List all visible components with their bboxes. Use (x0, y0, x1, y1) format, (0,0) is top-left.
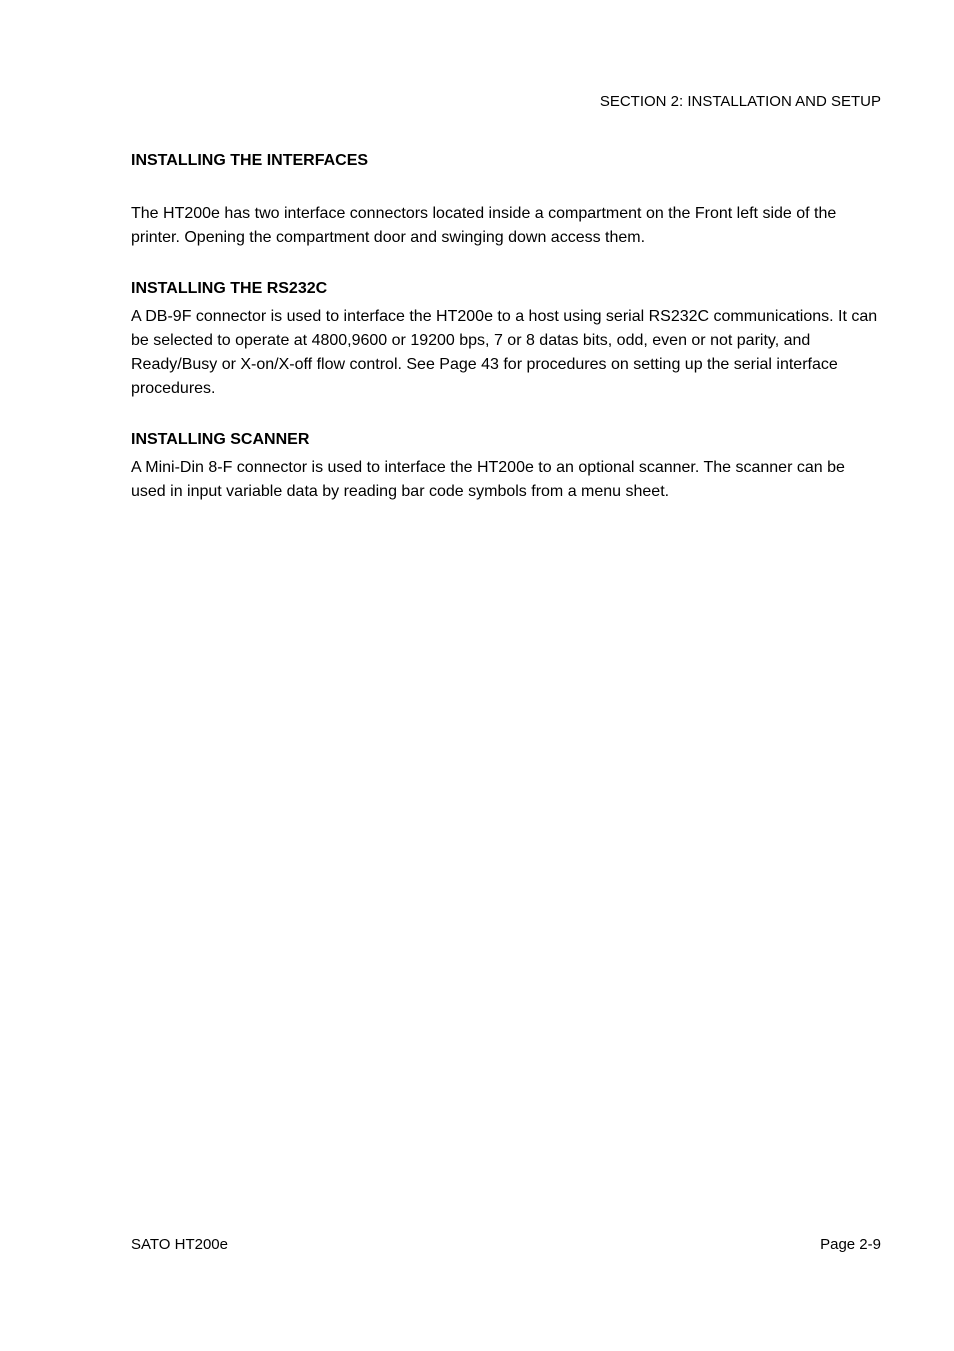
footer-product: SATO HT200e (131, 1236, 228, 1253)
section-body-scanner: A Mini-Din 8-F connector is used to interface the HT200e to an optional scanner. The scanner can be used in input variable data by reading bar code symbols from a menu sheet. (131, 459, 845, 500)
section-heading-interfaces: INSTALLING THE INTERFACES (131, 152, 369, 169)
footer-page-number: Page 2-9 (820, 1236, 881, 1253)
section-heading-rs232c: INSTALLING THE RS232C (131, 280, 328, 297)
page-footer (131, 1235, 881, 1255)
page-header: SECTION 2: INSTALLATION AND SETUP (599, 93, 881, 110)
section-body-rs232c: A DB-9F connector is used to interface the HT200e to a host using serial RS232C communications. It can be selected to operate at 4800,9600 or 19200 bps, 7 or 8 datas bits, odd, even or not parity, and Ready/Busy or X-on/X-off flow control. See Page 43 for procedures on setting up the serial interface procedures. (131, 308, 878, 397)
page-content (131, 150, 883, 504)
section-heading-scanner: INSTALLING SCANNER (131, 431, 310, 448)
section-body-interfaces: The HT200e has two interface connectors located inside a compartment on the Front left side of the printer. Opening the compartment door and swinging down access them. (131, 205, 837, 246)
